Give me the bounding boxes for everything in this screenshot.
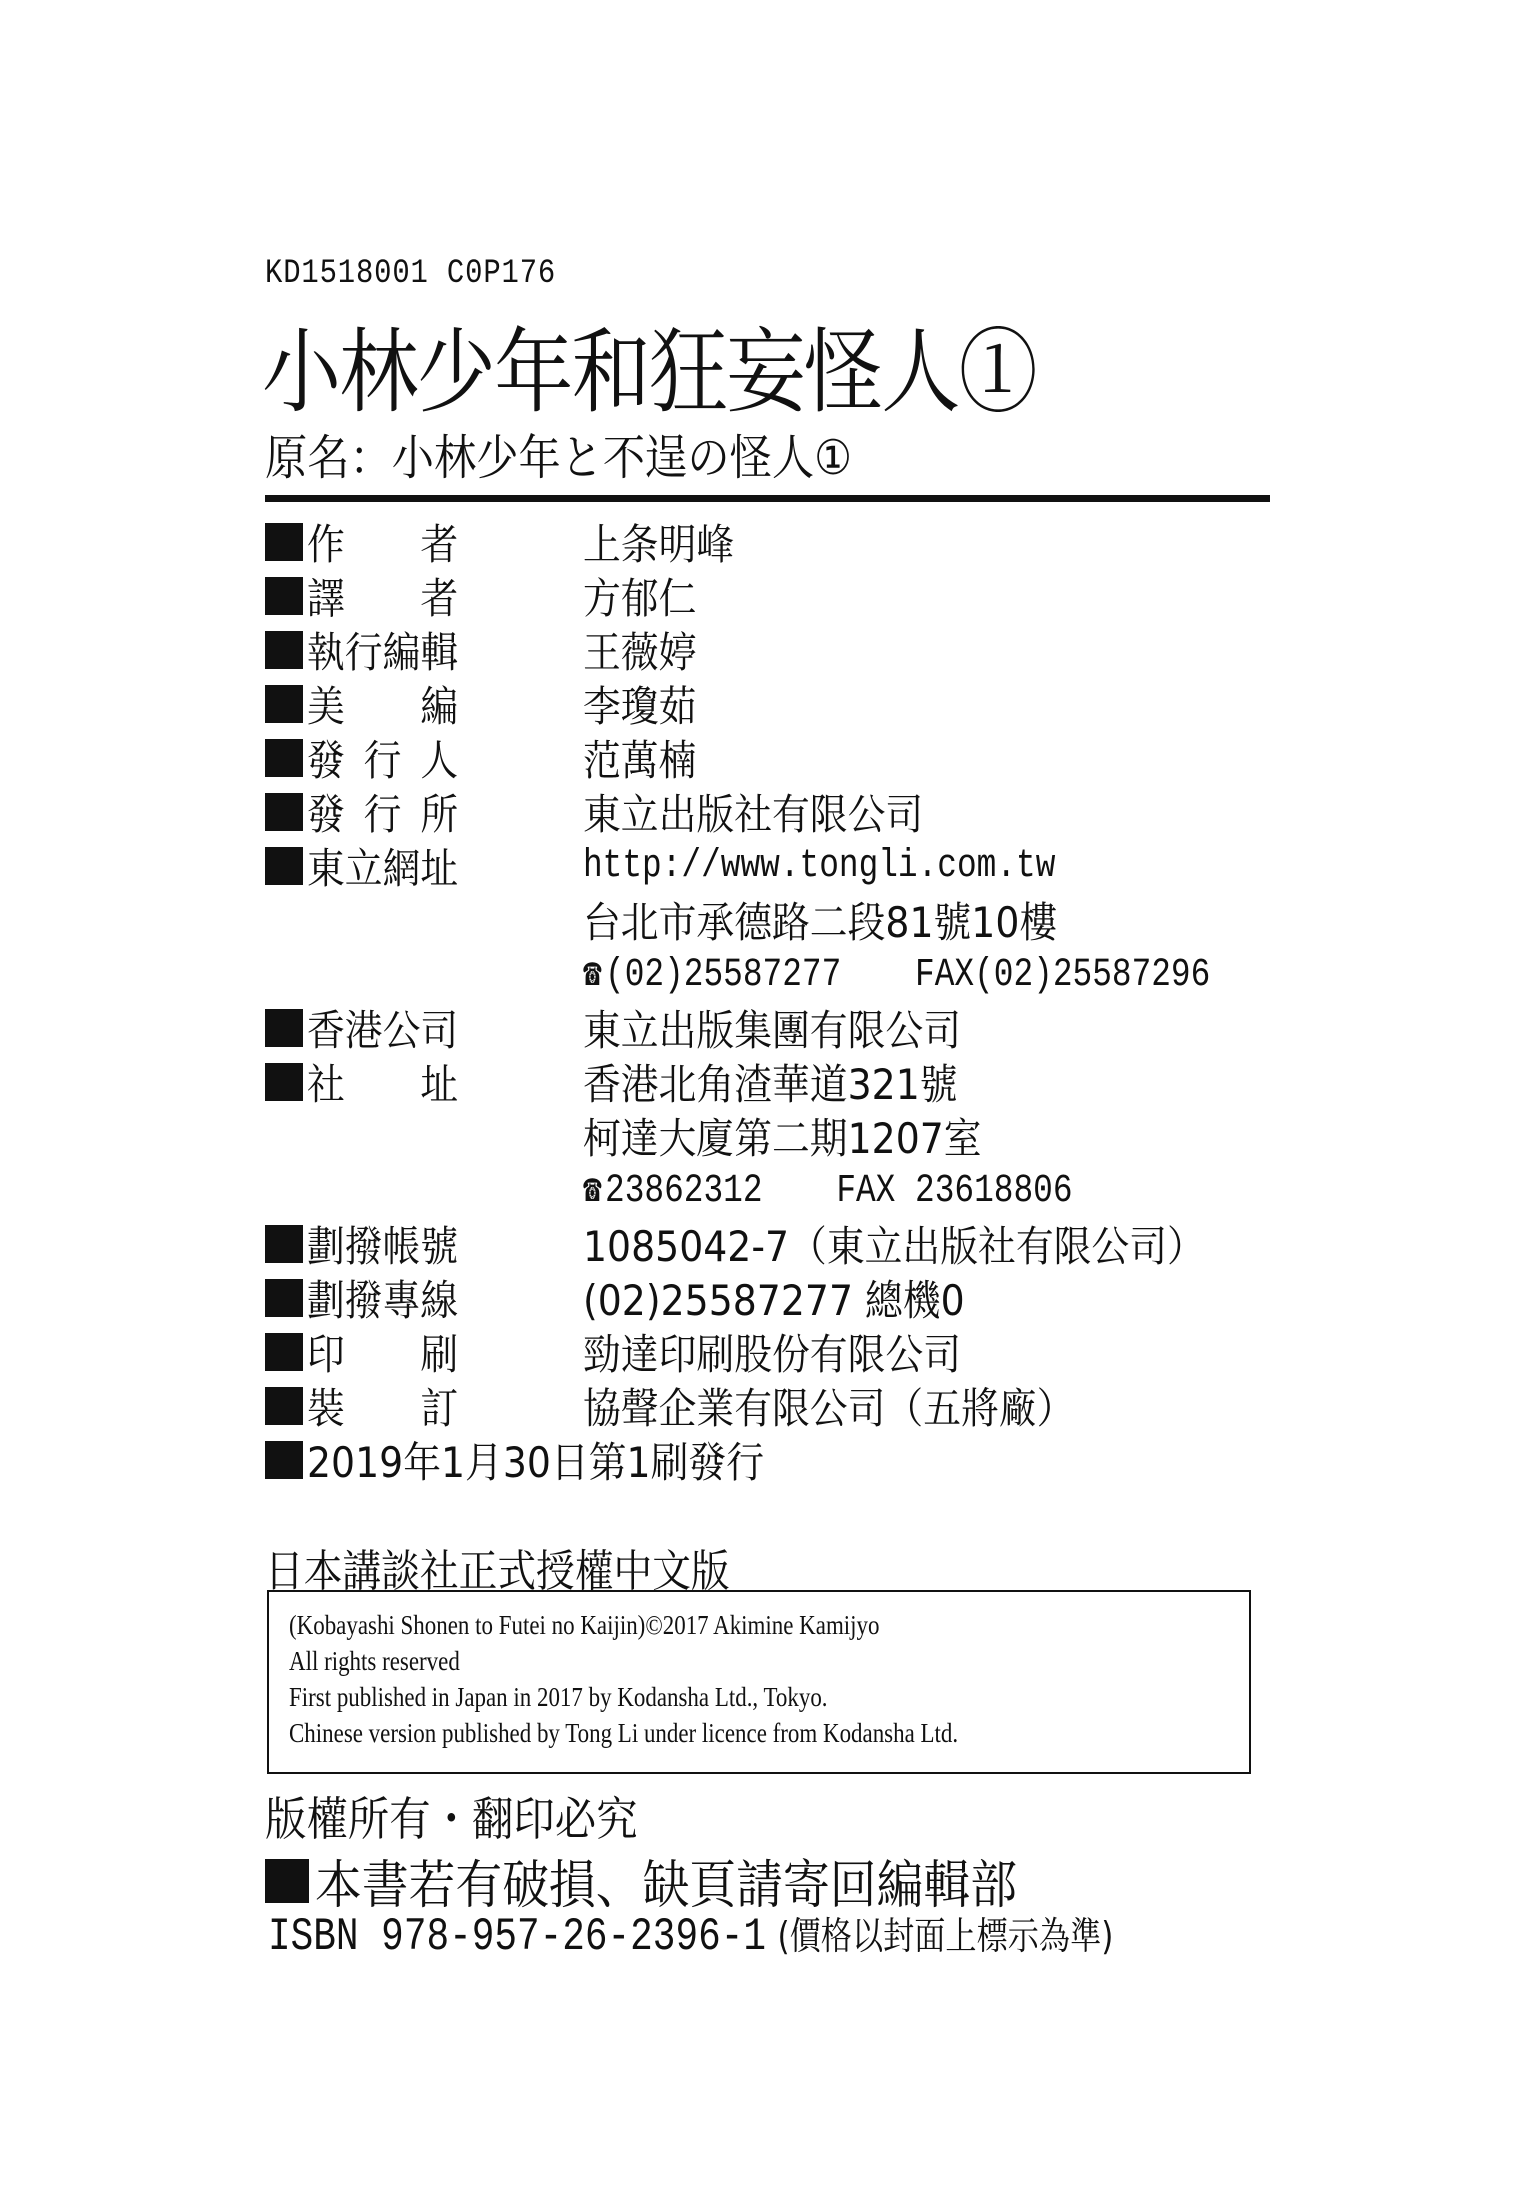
credit-row [265, 1271, 1348, 1325]
credit-row [265, 1217, 1348, 1271]
publication-date: 2019年1月30日第1刷發行 [307, 1438, 765, 1487]
credit-label-part: 刷 [420, 1330, 459, 1379]
credit-row [265, 731, 1348, 785]
bullet-square-icon [265, 1009, 303, 1047]
bullet-square-icon [265, 631, 303, 669]
credit-label-part: 行 [363, 790, 402, 839]
credit-label [307, 620, 458, 680]
rights-statement: 版權所有・翻印必究 [265, 1792, 638, 1846]
credit-value: 協聲企業有限公司（五將廠） [583, 1384, 1075, 1433]
original-title: 原名：小林少年と不逞の怪人① [265, 430, 853, 486]
license-line: All rights reserved [289, 1646, 460, 1676]
credit-row [265, 569, 1348, 623]
credit-label [307, 1376, 458, 1436]
credit-value: 東立出版集團有限公司 [583, 1006, 962, 1055]
credit-row [265, 515, 1348, 569]
credit-label [307, 1268, 458, 1328]
isbn: ISBN 978-957-26-2396-1 [268, 1911, 766, 1963]
credit-value [583, 1166, 1073, 1214]
credit-label-part: 行 [363, 736, 402, 785]
credits-table [265, 515, 1348, 1487]
product-code: KD1518001 C0P176 [265, 255, 557, 293]
credit-value: 香港北角渣華道321號 [583, 1060, 958, 1109]
credit-label-part: 者 [420, 520, 459, 569]
credit-value: 台北市承德路二段81號10樓 [583, 898, 1058, 947]
credit-label [307, 512, 458, 572]
bullet-square-icon [265, 1225, 303, 1263]
credit-value: (02)25587277 總機0 [583, 1276, 965, 1325]
credit-label [307, 674, 458, 734]
phone-number: 23862312 [605, 1169, 763, 1214]
license-box [267, 1590, 1251, 1774]
credit-label-part: 香港公司 [307, 1006, 459, 1055]
bullet-square-icon [265, 1333, 303, 1371]
credit-value: 王薇婷 [583, 628, 697, 677]
credit-label-part: 發 [307, 736, 345, 785]
credit-label-part: 訂 [420, 1384, 459, 1433]
credit-label [307, 1052, 458, 1112]
fax-number: FAX(02)25587296 [915, 953, 1211, 998]
credit-value: 李瓊茹 [583, 682, 697, 731]
bullet-square-icon [265, 685, 303, 723]
license-line: Chinese version published by Tong Li under licence from Kodansha Ltd. [289, 1718, 959, 1748]
bullet-square-icon [265, 793, 303, 831]
credit-value: 方郁仁 [583, 574, 697, 623]
price-note: (價格以封面上標示為準) [777, 1914, 1114, 1958]
credit-label-part: 編 [420, 682, 459, 731]
credit-label-part: 劃撥帳號 [307, 1222, 459, 1271]
credit-label-part: 人 [420, 736, 459, 785]
credit-row [265, 785, 1348, 839]
credit-row [265, 1001, 1348, 1055]
bullet-square-icon [265, 1387, 303, 1425]
credit-row [265, 893, 1348, 947]
credit-label [307, 782, 458, 842]
license-line: First published in Japan in 2017 by Kodansha Ltd., Tokyo. [289, 1682, 828, 1712]
credit-label-part: 譯 [307, 574, 345, 623]
credit-row [265, 677, 1348, 731]
bullet-square-icon [265, 523, 303, 561]
credit-label-part: 劃撥專線 [307, 1276, 459, 1325]
bullet-square-icon [265, 1859, 309, 1903]
credit-label-part: 裝 [307, 1384, 345, 1433]
credit-label [307, 836, 458, 896]
credit-label-part: 作 [307, 520, 345, 569]
credit-value: http://www.tongli.com.tw [583, 843, 1056, 889]
credit-label-part: 東立網址 [307, 844, 459, 893]
credit-value [583, 950, 1210, 998]
license-heading: 日本講談社正式授權中文版 [265, 1546, 730, 1597]
publication-date-row [265, 1433, 1348, 1487]
credit-label [307, 998, 458, 1058]
bullet-square-icon [265, 1441, 303, 1479]
bullet-square-icon [265, 739, 303, 777]
bullet-square-icon [265, 1279, 303, 1317]
credit-value: 勁達印刷股份有限公司 [583, 1330, 962, 1379]
phone-icon: ☎ [583, 1170, 602, 1213]
credit-row [265, 1379, 1348, 1433]
credit-row [265, 839, 1348, 893]
license-line: (Kobayashi Shonen to Futei no Kaijin)©2017 Akimine Kamijyo [289, 1610, 880, 1640]
credit-value: 東立出版社有限公司 [583, 790, 924, 839]
title-divider [265, 495, 1270, 502]
bullet-square-icon [265, 847, 303, 885]
credit-label [307, 1322, 458, 1382]
credit-label-part: 社 [307, 1060, 345, 1109]
credit-value: 1085042-7（東立出版社有限公司） [583, 1222, 1205, 1271]
credit-row [265, 623, 1348, 677]
credit-row [265, 1109, 1348, 1163]
credit-row [265, 947, 1348, 1001]
phone-icon: ☎ [583, 954, 602, 997]
fax-number: FAX 23618806 [836, 1169, 1073, 1214]
credit-label-part: 址 [420, 1060, 459, 1109]
credit-label-part: 所 [420, 790, 459, 839]
credit-label [307, 1214, 458, 1274]
isbn-line [268, 1905, 1113, 1963]
credit-label [307, 566, 458, 626]
credit-label-part: 發 [307, 790, 345, 839]
bullet-square-icon [265, 1063, 303, 1101]
credit-row [265, 1325, 1348, 1379]
credit-value: 上条明峰 [583, 520, 735, 569]
credit-label-part: 者 [420, 574, 459, 623]
credit-label-part: 美 [307, 682, 345, 731]
bullet-square-icon [265, 577, 303, 615]
phone-number: (02)25587277 [605, 953, 842, 998]
credit-row [265, 1055, 1348, 1109]
book-title: 小林少年和狂妄怪人① [262, 319, 1037, 426]
damage-notice-text: 本書若有破損、缺頁請寄回編輯部 [315, 1856, 1018, 1916]
credit-label [307, 728, 458, 788]
credit-label-part: 執行編輯 [307, 628, 459, 677]
credit-value: 柯達大廈第二期1207室 [583, 1114, 982, 1163]
credit-row [265, 1163, 1348, 1217]
credit-value: 范萬楠 [583, 736, 697, 785]
credit-label-part: 印 [307, 1330, 345, 1379]
